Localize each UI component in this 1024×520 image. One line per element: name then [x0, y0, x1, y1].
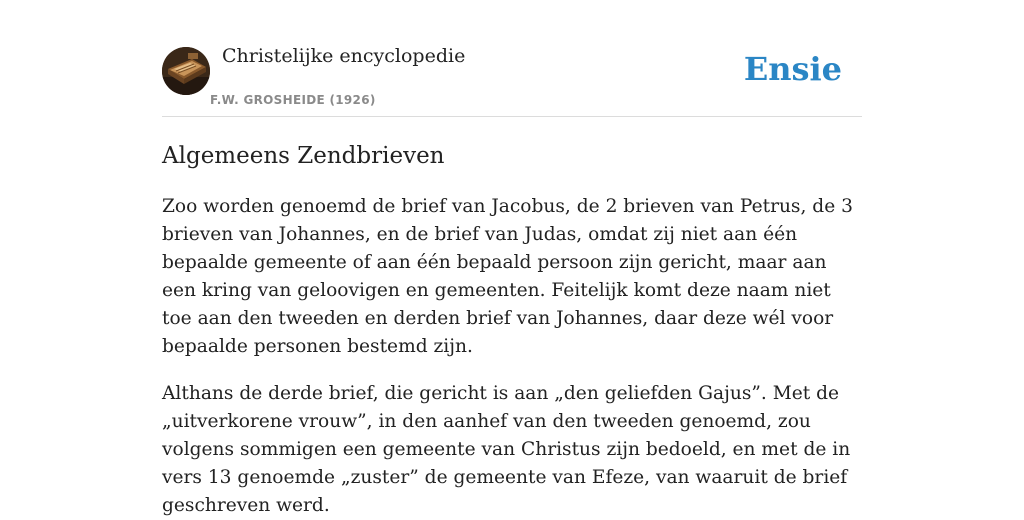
- article-paragraph-1: Zoo worden genoemd de brief van Jacobus, de 2 brieven van Petrus, de 3 brieven van Johannes, en de brief van Judas, omdat zij niet aan één bepaalde gemeente of aan één bepaald persoon zijn gericht, maar aan een kring van geloovigen en gemeenten. Feitelijk komt deze naam niet toe aan den tweeden en derden brief van Johannes, daar deze wél voor bepaalde personen bestemd zijn.: [162, 196, 853, 357]
- ensie-logo[interactable]: Ensie: [743, 50, 842, 88]
- encyclopedia-cover-icon[interactable]: [162, 47, 210, 95]
- page: [162, 0, 862, 520]
- header: [162, 0, 862, 117]
- article-title: Algemeens Zendbrieven: [162, 143, 445, 169]
- book-title[interactable]: Christelijke encyclopedie: [222, 45, 466, 67]
- author-label: F.W. GROSHEIDE (1926): [210, 93, 376, 107]
- article-paragraph-2: Althans de derde brief, die gericht is aan „den geliefden Gajus”. Met de „uitverkorene vrouw”, in den aanhef van den tweeden genoemd, zou volgens sommigen een gemeente van Christus zijn bedoeld, en met de in vers 13 genoemde „zuster” de gemeente van Efeze, van waaruit de brief geschreven werd.: [162, 383, 851, 516]
